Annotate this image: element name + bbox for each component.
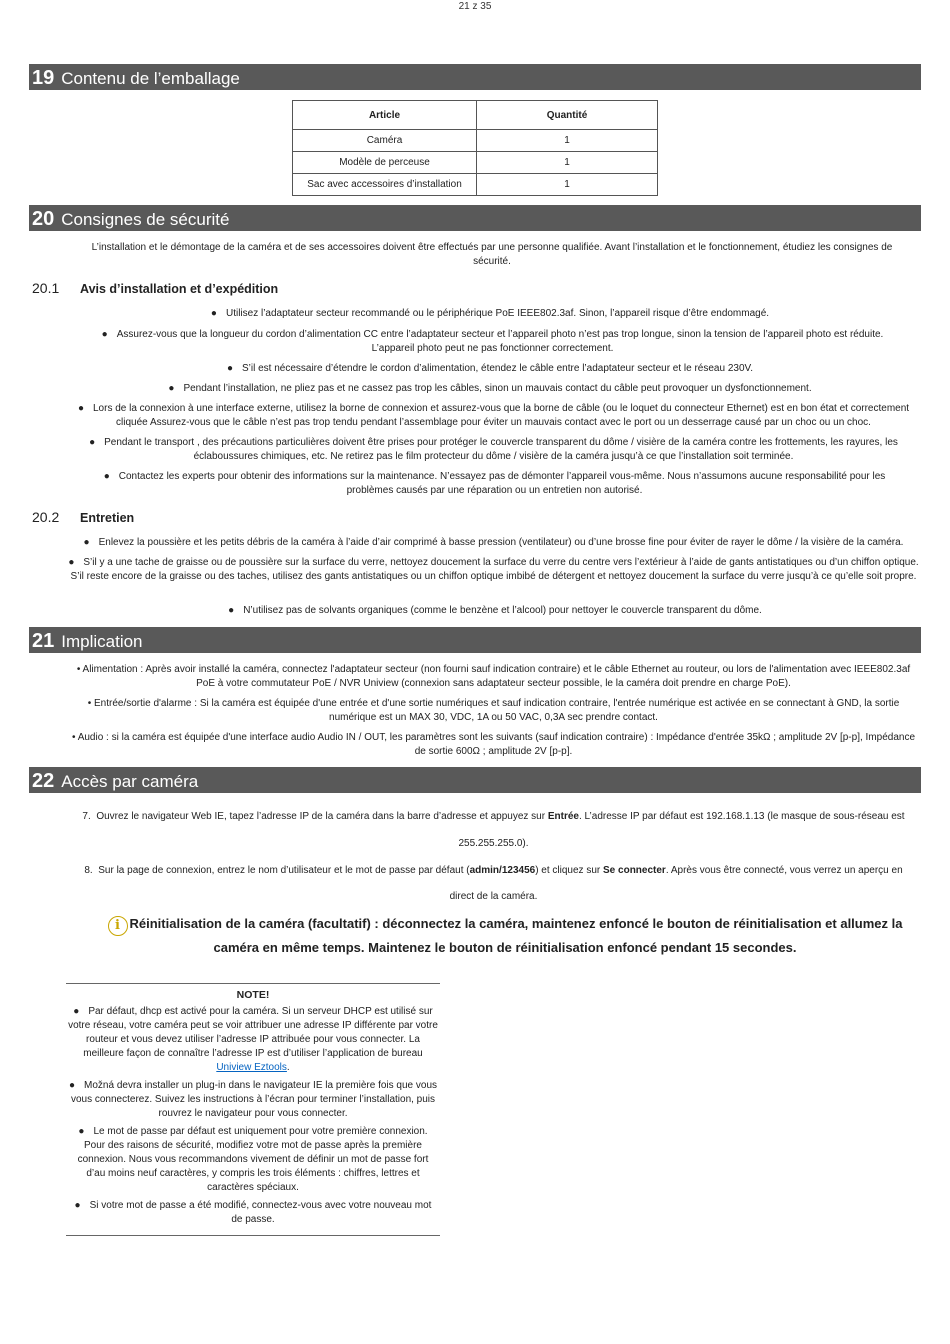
list-item: ● Pendant l’installation, ne pliez pas et ne cassez pas trop les câbles, sinon un mauvais contact du câble peut provoquer un dysfonctionnement. <box>150 382 830 396</box>
note-item-text: Par défaut, dhcp est activé pour la caméra. Si un serveur DHCP est utilisé sur votre réseau, votre caméra peut se voir attribuer une adresse IP différente par votre routeur et vous devez utiliser l’adresse IP attribuée pour vous connecter. La meilleure façon de connaître l’adresse IP est d’utiliser l’application de bureau <box>68 1006 438 1059</box>
note-item <box>66 1005 440 1075</box>
step-keyword: admin/123456 <box>469 865 536 876</box>
subsection-number: 20.1 <box>32 280 60 296</box>
note-item: ● Možná devra installer un plug-in dans le navigateur IE la première fois que vous vous connecterez. Suivez les instructions à l’écran pour terminer l’installation, puis rouvrez le navigateur pour vous connecter. <box>66 1079 440 1121</box>
section-number: 19 <box>32 67 55 89</box>
implication-power: • Alimentation : Après avoir installé la caméra, connectez l'adaptateur secteur (non fourni sauf indication contraire) et le câble Ethernet au routeur, ou lors de l'alimentation avec IEEE802.3af PoE à votre commutateur PoE / NVR Uniview (connexion sans adaptateur secteur possible, le la caméra doit prendre en charge PoE). <box>76 664 911 689</box>
subsection-header-20-1 <box>32 280 278 296</box>
step-number: 8. <box>84 865 93 876</box>
section-header-21 <box>29 627 921 653</box>
column-header-article: Article <box>293 101 477 130</box>
note-title: NOTE! <box>236 989 270 1001</box>
table-cell: Sac avec accessoires d’installation <box>293 174 477 196</box>
subsection-title: Entretien <box>80 511 135 525</box>
reset-notice <box>90 912 920 959</box>
list-item: ● Utilisez l’adaptateur secteur recommandé ou le périphérique PoE IEEE802.3af. Sinon, l’appareil risque d’être endommagé. <box>190 307 790 321</box>
table-header-row <box>293 101 658 130</box>
list-item: ● Assurez-vous que la longueur du cordon d’alimentation CC entre l’adaptateur secteur et l’appareil photo n’est pas trop longue, sinon la tension de l’appareil photo est réduite. L’appareil photo peut ne pas fonctionner correctement. <box>80 328 905 356</box>
column-header-quantity: Quantité <box>477 101 658 130</box>
section-title: Accès par caméra <box>61 772 199 791</box>
list-item: ● N’utilisez pas de solvants organiques (comme le benzène et l’alcool) pour nettoyer le couvercle transparent du dôme. <box>200 604 790 618</box>
step-text: ) et cliquez sur <box>535 865 604 876</box>
step-keyword: Se connecter <box>603 865 666 876</box>
note-item: ● Le mot de passe par défaut est uniquement pour votre première connexion. Pour des raisons de sécurité, modifiez votre mot de passe après la première connexion. Nous vous recommandons vivement de définir un mot de passe fort d’au moins neuf caractères, y compris les trois éléments : chiffres, lettres et caractères spéciaux. <box>66 1125 440 1195</box>
section-header-20 <box>29 205 921 231</box>
step-7-continuation: 255.255.255.0). <box>458 838 529 849</box>
uniview-eztools-link[interactable]: Uniview Eztools <box>216 1062 287 1073</box>
info-icon: i <box>108 916 128 936</box>
list-item: ● S’il y a une tache de graisse ou de poussière sur la surface du verre, nettoyez doucement la surface du verre du centre vers l’extérieur à l’aide de gants antistatiques ou d’un chiffon optique. S’il reste encore de la graisse ou des taches, utilisez des gants antistatiques ou un chiffon optique imbibé de détergent et nettoyez doucement la surface du verre jusqu’à ce qu’elle soit propre. <box>66 556 921 584</box>
section-header-22 <box>29 767 921 793</box>
list-item: ● S’il est nécessaire d’étendre le cordon d’alimentation, étendez le câble entre l’adaptateur secteur et le réseau 230V. <box>210 362 770 376</box>
note-item: ● Si votre mot de passe a été modifié, connectez-vous avec votre nouveau mot de passe. <box>66 1199 440 1227</box>
table-cell: 1 <box>477 130 658 152</box>
table-row <box>293 152 658 174</box>
step-text: . Après vous être connecté, vous verrez un aperçu en <box>665 865 903 876</box>
section-title: Contenu de l’emballage <box>61 69 240 88</box>
table-cell: 1 <box>477 152 658 174</box>
reset-notice-text: Réinitialisation de la caméra (facultatif) : déconnectez la caméra, maintenez enfoncé le bouton de réinitialisation et allumez la caméra en même temps. Maintenez le bouton de réinitialisation enfoncé pendant 15 secondes. <box>129 916 903 955</box>
step-number: 7. <box>82 811 91 822</box>
implication-alarm: • Entrée/sortie d'alarme : Si la caméra est équipée d'une entrée et d'une sortie numériques et sauf indication contraire, l'entrée numérique est activée en se connectant à GND, la sortie numérique est un MAX 30, VDC, 1A ou 50 VAC, 0,3A sec prendre contact. <box>87 698 900 723</box>
table-cell: Caméra <box>293 130 477 152</box>
step-keyword: Entrée <box>547 811 579 822</box>
list-item: ● Enlevez la poussière et les petits débris de la caméra à l’aide d’air comprimé à basse pression (ventilateur) ou d’une brosse fine pour éviter de rayer le dôme / la visière de la caméra. <box>66 536 921 550</box>
section-number: 21 <box>32 630 55 652</box>
list-item: ● Lors de la connexion à une interface externe, utilisez la borne de connexion et assurez-vous que la borne de câble (ou le loquet du connecteur Ethernet) est en bon état et correctement cliquée Assurez-vous que le câble n’est pas trop tendu pendant l’assemblage pour éviter un mauvais contact avec le port ou un desserrage causé par un choc ou un choc. <box>66 402 921 430</box>
package-contents-table <box>292 100 658 196</box>
section-title: Implication <box>61 632 143 651</box>
table-row <box>293 174 658 196</box>
list-item: ● Pendant le transport , des précautions particulières doivent être prises pour protéger le couvercle transparent du dôme / visière de la caméra contre les frottements, les rayures, les éclaboussures chimiques, etc. Ne retirez pas le film protecteur du dôme / visière de la caméra jusqu’à ce que l’installation soit terminée. <box>66 436 921 464</box>
section-number: 20 <box>32 208 55 230</box>
subsection-header-20-2 <box>32 509 134 525</box>
step-7 <box>66 810 921 824</box>
subsection-number: 20.2 <box>32 509 60 525</box>
table-cell: 1 <box>477 174 658 196</box>
step-8-continuation: direct de la caméra. <box>449 891 538 902</box>
step-text: Ouvrez le navigateur Web IE, tapez l’adresse IP de la caméra dans la barre d’adresse et appuyez sur <box>96 811 548 822</box>
table-cell: Modèle de perceuse <box>293 152 477 174</box>
step-text: Sur la page de connexion, entrez le nom d’utilisateur et le mot de passe par défaut ( <box>98 865 470 876</box>
section-header-19 <box>29 64 921 90</box>
step-text: . L’adresse IP par défaut est 192.168.1.13 (le masque de sous-réseau est <box>578 811 905 822</box>
table-row <box>293 130 658 152</box>
section-number: 22 <box>32 770 55 792</box>
implication-audio: • Audio : si la caméra est équipée d'une interface audio Audio IN / OUT, les paramètres sont les suivants (sauf indication contraire) : Impédance d'entrée 35kΩ ; amplitude 2V [p-p], Impédance de sortie 600Ω ; amplitude 2V [p-p]. <box>71 732 916 757</box>
safety-intro: L’installation et le démontage de la caméra et de ses accessoires doivent être effectués par une personne qualifiée. Avant l’installation et le fonctionnement, étudiez les consignes de sécurité. <box>91 242 893 267</box>
step-8 <box>66 864 921 878</box>
list-item: ● Contactez les experts pour obtenir des informations sur la maintenance. N’essayez pas de démonter l’appareil vous-même. Nous n’assumons aucune responsabilité pour les problèmes causés par une réparation ou un entretien non autorisé. <box>82 470 907 498</box>
page-number: 21 z 35 <box>458 1 492 12</box>
section-title: Consignes de sécurité <box>61 210 230 229</box>
note-box <box>66 983 440 1236</box>
note-item-end: . <box>286 1062 290 1073</box>
subsection-title: Avis d’installation et d’expédition <box>80 282 279 296</box>
